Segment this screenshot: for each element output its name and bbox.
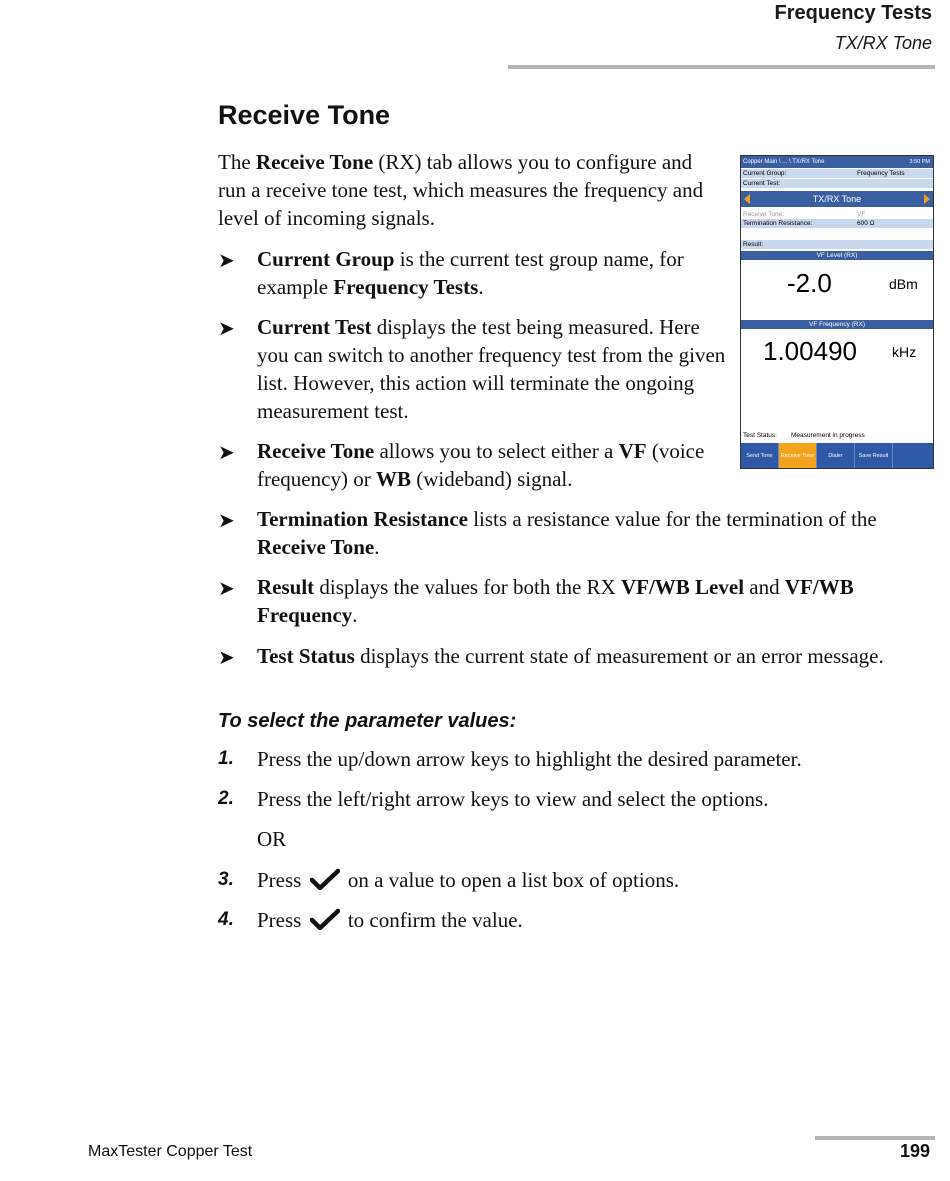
bullet-arrow-icon: ➤ bbox=[218, 316, 235, 340]
bullet-arrow-icon: ➤ bbox=[218, 248, 235, 272]
footer-rule bbox=[815, 1136, 935, 1140]
device-test-status: Test Status: Measurement in progress bbox=[743, 432, 865, 439]
section-title: Receive Tone bbox=[218, 100, 391, 130]
bullet-arrow-icon: ➤ bbox=[218, 440, 235, 464]
device-breadcrumb: Copper Main \ ... \ TX/RX Tone bbox=[743, 159, 825, 165]
softkey-receive-tone[interactable]: Receive Tone bbox=[779, 443, 817, 469]
device-clock: 3:50 PM bbox=[909, 159, 930, 165]
checkmark-icon bbox=[310, 908, 340, 930]
device-vf-frequency-bar: VF Frequency (RX) bbox=[741, 320, 933, 329]
bullet-arrow-icon: ➤ bbox=[218, 576, 235, 600]
device-termination-row[interactable]: Termination Resistance: 600 Ω bbox=[741, 219, 933, 228]
device-softkeys bbox=[741, 443, 933, 469]
footer-title: MaxTester Copper Test bbox=[88, 1143, 253, 1160]
device-vf-frequency-value: 1.00490 bbox=[763, 336, 857, 366]
intro-paragraph: The Receive Tone (RX) tab allows you to configure and run a receive tone test, which measures the frequency and level of incoming signals. bbox=[218, 150, 704, 230]
device-vf-frequency-unit: kHz bbox=[892, 344, 917, 360]
softkey-send-tone[interactable]: Send Tone bbox=[741, 443, 779, 469]
device-receive-tone-row[interactable]: Receive Tone: VF bbox=[743, 211, 866, 218]
checkmark-icon bbox=[310, 868, 340, 890]
header-rule bbox=[508, 65, 935, 69]
left-arrow-icon[interactable] bbox=[744, 194, 750, 204]
bullet-arrow-icon: ➤ bbox=[218, 508, 235, 532]
device-titlebar bbox=[741, 156, 933, 168]
device-vf-level-bar: VF Level (RX) bbox=[741, 251, 933, 260]
bullet-arrow-icon: ➤ bbox=[218, 645, 235, 669]
softkey-save-result[interactable]: Save Result bbox=[855, 443, 893, 469]
device-screenshot bbox=[740, 155, 934, 469]
softkey-dialer[interactable]: Dialer bbox=[817, 443, 855, 469]
device-current-test-selector[interactable]: TX/RX Tone bbox=[741, 191, 933, 207]
device-result-label: Result: bbox=[741, 240, 933, 249]
device-vf-level-value: -2.0 bbox=[787, 268, 832, 298]
right-arrow-icon[interactable] bbox=[924, 194, 930, 204]
running-header-title: Frequency Tests bbox=[774, 2, 932, 24]
device-current-group-row[interactable]: Current Group: Frequency Tests bbox=[741, 169, 933, 178]
running-header-subtitle: TX/RX Tone bbox=[834, 33, 932, 53]
device-current-test-row[interactable]: Current Test: bbox=[741, 179, 933, 188]
device-vf-level-unit: dBm bbox=[889, 276, 918, 292]
procedure-title: To select the parameter values: bbox=[218, 710, 517, 732]
page-number: 199 bbox=[899, 1141, 930, 1161]
